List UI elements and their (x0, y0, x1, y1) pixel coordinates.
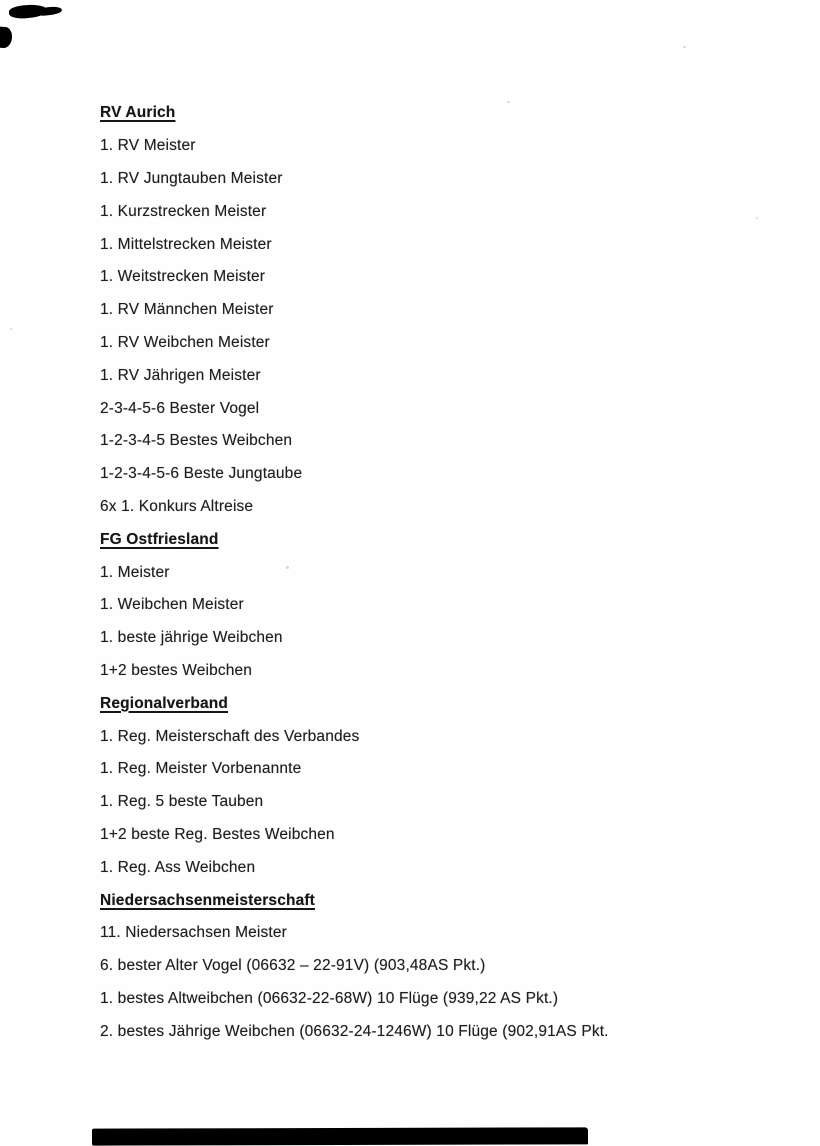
scan-speck (756, 217, 758, 219)
list-item: 1. Meister (100, 563, 170, 581)
section-heading (100, 523, 780, 556)
document-content (100, 97, 780, 1048)
scan-speck (507, 101, 510, 103)
scan-speck (683, 46, 686, 48)
list-item: 1. RV Jährigen Meister (100, 366, 261, 384)
list-item: 1. beste jährige Weibchen (100, 629, 283, 647)
scan-speck (10, 328, 12, 330)
list-item: 1. Reg. Meister Vorbenannte (100, 760, 302, 778)
section-heading-text: RV Aurich (100, 104, 176, 122)
list-item: 2-3-4-5-6 Bester Vogel (100, 399, 260, 417)
scan-artifact-ink-mark-top-tail (38, 6, 63, 17)
list-item: 1. bestes Altweibchen (06632-22-68W) 10 Flüge (939,22 AS Pkt.) (100, 989, 559, 1007)
list-item: 1-2-3-4-5 Bestes Weibchen (100, 432, 293, 450)
list-item: 1. Weibchen Meister (100, 596, 244, 614)
list-item: 1. Kurzstrecken Meister (100, 202, 267, 220)
list-item: 1. RV Weibchen Meister (100, 333, 270, 351)
scan-speck (286, 566, 289, 569)
section-heading-text: FG Ostfriesland (100, 530, 219, 548)
section-heading (100, 884, 780, 917)
scan-artifact-ink-mark-left-edge (0, 27, 13, 49)
section-heading (100, 97, 780, 130)
list-item: 11. Niedersachsen Meister (100, 924, 287, 942)
list-item: 6x 1. Konkurs Altreise (100, 497, 254, 515)
list-item: 1. Reg. 5 beste Tauben (100, 793, 264, 811)
scan-artifact-bottom-bar (92, 1127, 588, 1145)
list-item: 1-2-3-4-5-6 Beste Jungtaube (100, 465, 303, 483)
list-item: 1. RV Jungtauben Meister (100, 169, 283, 187)
list-item: 1. Reg. Meisterschaft des Verbandes (100, 727, 360, 745)
list-item: 1+2 beste Reg. Bestes Weibchen (100, 825, 335, 843)
list-item: 1. RV Meister (100, 137, 196, 155)
list-item: 2. bestes Jährige Weibchen (06632-24-1246W) 10 Flüge (902,91AS Pkt. (100, 1022, 609, 1040)
section-heading-text: Regionalverband (100, 694, 228, 712)
list-item: 6. bester Alter Vogel (06632 – 22-91V) (903,48AS Pkt.) (100, 957, 486, 975)
list-item: 1. Weitstrecken Meister (100, 268, 266, 286)
list-item: 1. Mittelstrecken Meister (100, 235, 272, 253)
section-heading (100, 687, 780, 720)
list-item: 1. Reg. Ass Weibchen (100, 858, 256, 876)
section-heading-text: Niedersachsenmeisterschaft (100, 891, 315, 909)
list-item: 1. RV Männchen Meister (100, 301, 274, 319)
list-item: 1+2 bestes Weibchen (100, 661, 253, 679)
